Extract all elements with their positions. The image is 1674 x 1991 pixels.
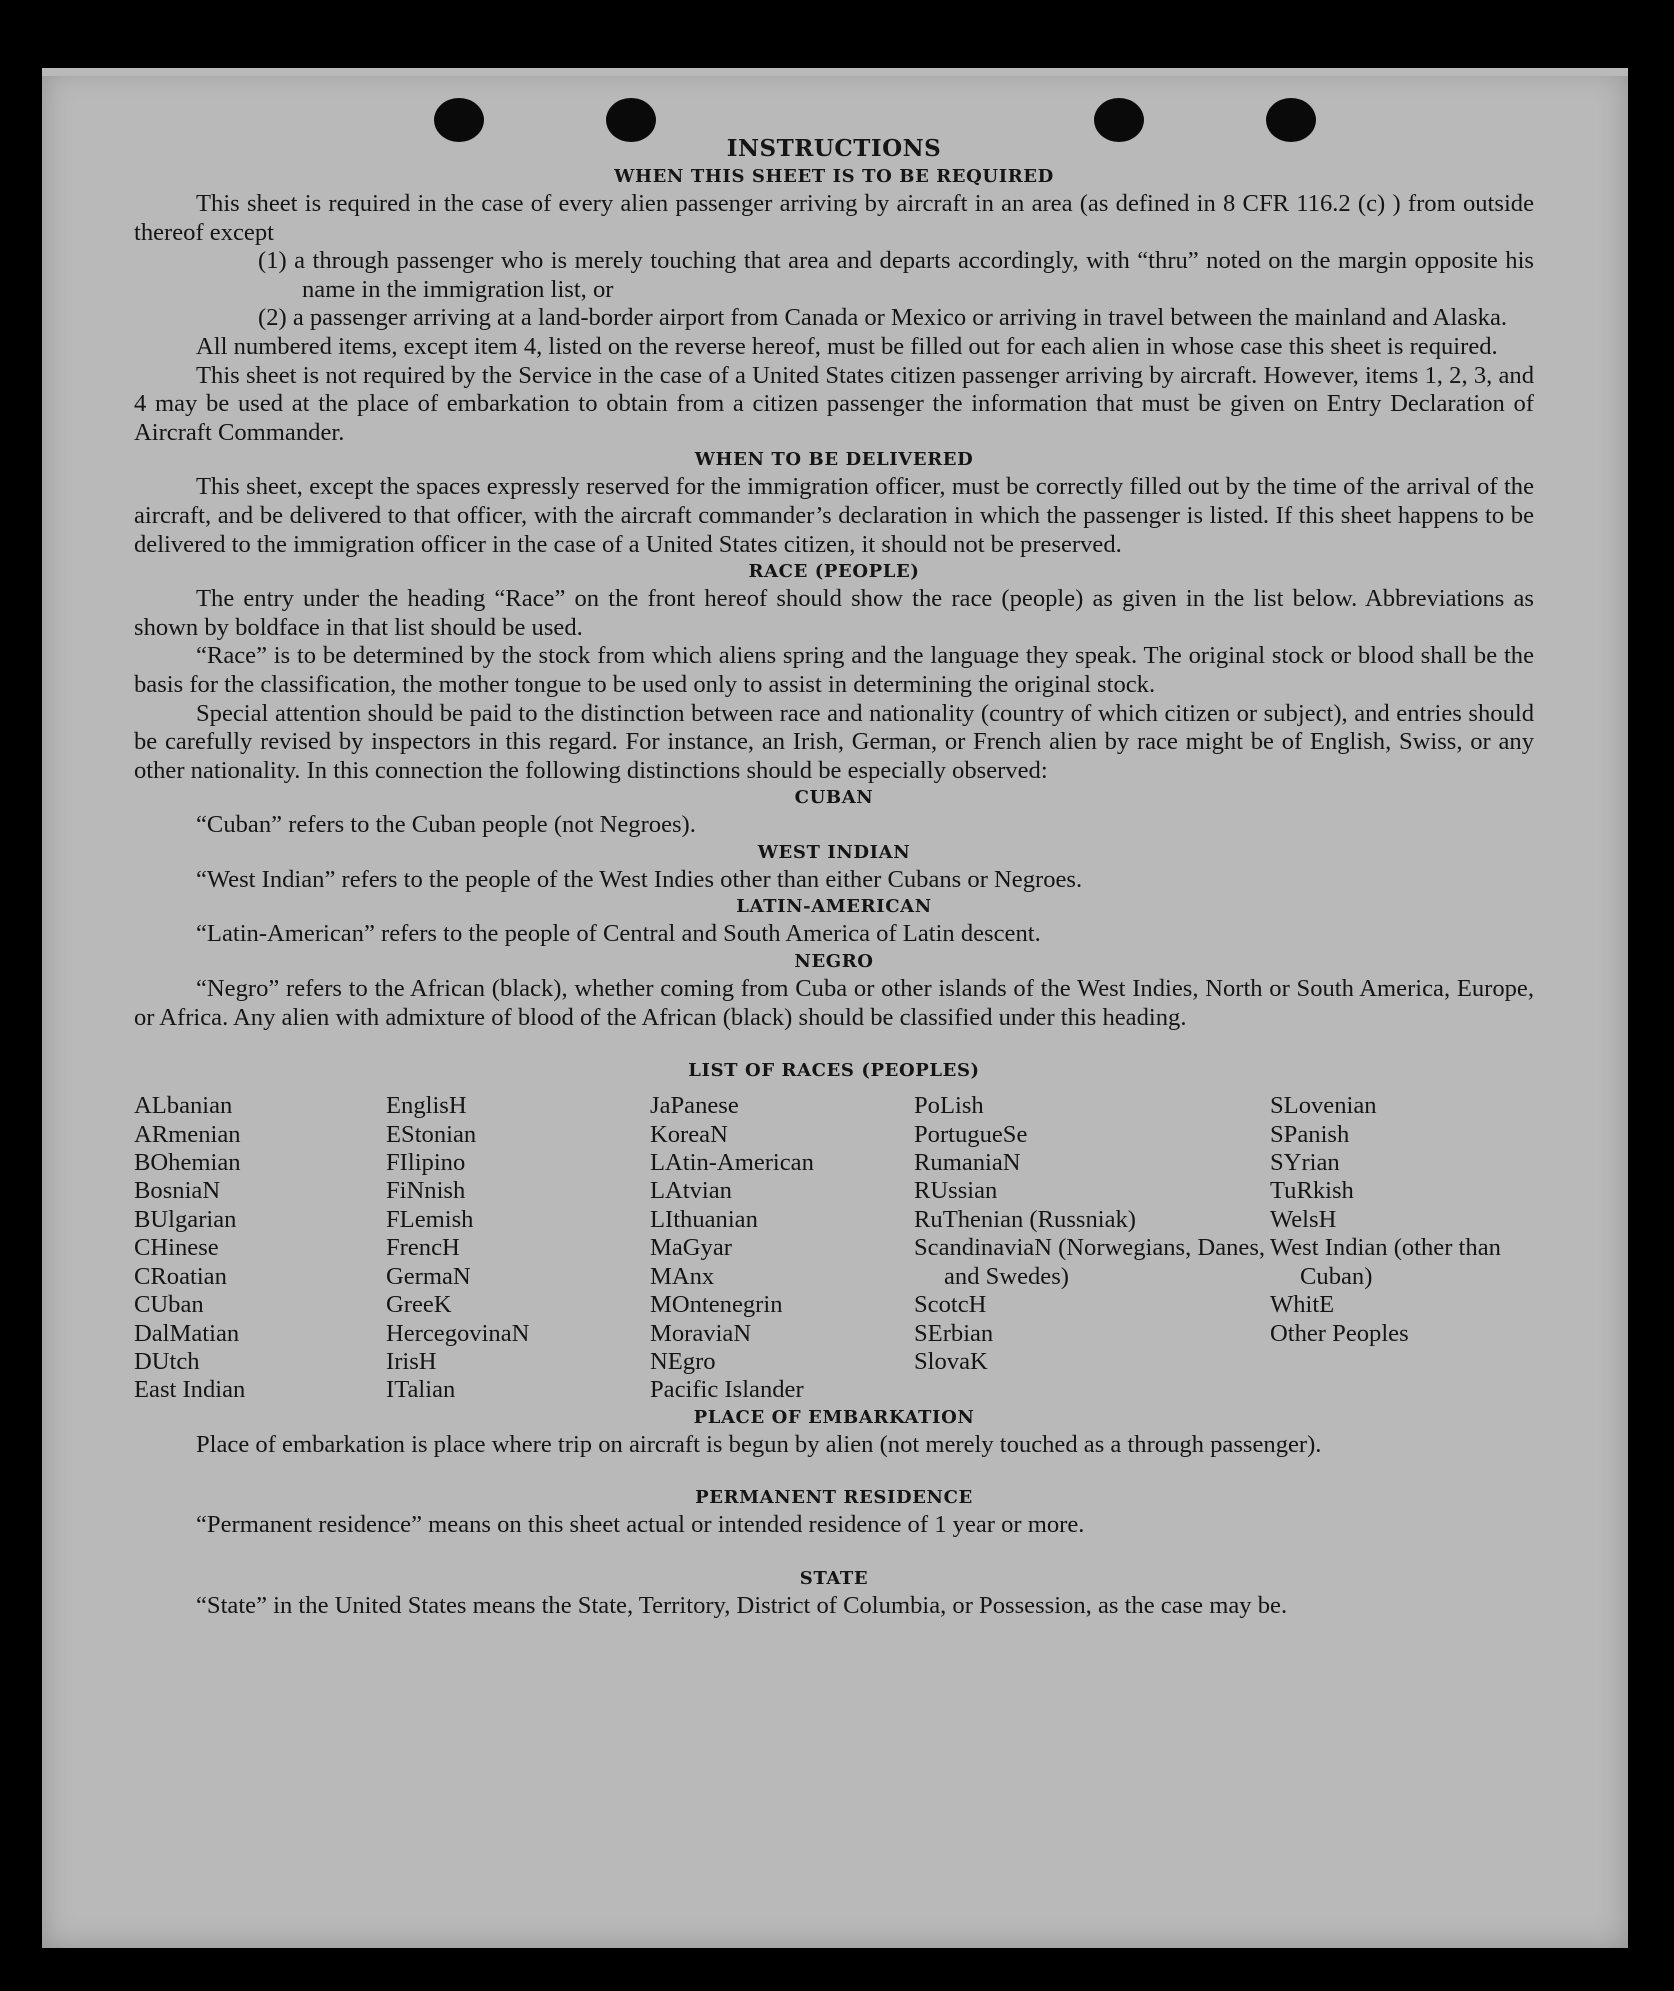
when-delivered-text: This sheet, except the spaces expressly reserved for the immigration officer, must be correctly filled out by the time of the arrival of the aircraft, and be delivered to that officer, with the aircraft commander’s declaration in which the passenger is listed. If this sheet happens to be delivered to the immigration officer in the case of a United States citizen, it should not be preserved. — [134, 473, 1534, 558]
race-item: FIlipino — [386, 1149, 466, 1177]
race-item: WelsH — [1270, 1205, 1337, 1233]
race-item: LAtin-American — [650, 1149, 814, 1177]
race-item: FrencH — [386, 1234, 460, 1262]
race-item: ARmenian — [134, 1120, 241, 1148]
heading-when-required: WHEN THIS SHEET IS TO BE REQUIRED — [614, 166, 1054, 187]
race-item: MOntenegrin — [650, 1291, 783, 1319]
heading-race: RACE (PEOPLE) — [748, 561, 920, 583]
races-column-4 — [914, 1092, 1270, 1404]
race-item: EStonian — [386, 1120, 477, 1148]
race-item: GermaN — [386, 1262, 471, 1290]
race-item: SPanish — [1270, 1120, 1350, 1148]
race-item: BUlgarian — [134, 1205, 237, 1233]
place-of-embarkation-text: Place of embarkation is place where trip on aircraft is begun by alien (not merely touched as a through passenger). — [196, 1430, 1322, 1458]
race-item: East Indian — [134, 1376, 246, 1404]
race-item: EnglisH — [386, 1092, 467, 1120]
race-item: RUssian — [914, 1177, 998, 1205]
race-item: FiNnish — [386, 1177, 466, 1205]
race-item: FLemish — [386, 1205, 474, 1233]
race-item: WhitE — [1270, 1291, 1335, 1319]
races-column-5 — [1270, 1092, 1534, 1404]
race-item: CUban — [134, 1291, 204, 1319]
race-item: MoraviaN — [650, 1319, 752, 1347]
race-item: ALbanian — [134, 1092, 233, 1120]
race-paragraph-3: Special attention should be paid to the distinction between race and nationality (country of which citizen or subject), and entries should be carefully revised by inspectors in this regard. For instance, an Irish, German, or French alien by race might be of English, Swiss, or any other nationality. In this connection the following distinctions should be especially observed: — [134, 699, 1534, 784]
race-item: DalMatian — [134, 1319, 240, 1347]
west-indian-text: “West Indian” refers to the people of the West Indies other than either Cubans or Negroes. — [196, 865, 1083, 893]
races-table — [134, 1092, 1534, 1404]
race-item: LIthuanian — [650, 1205, 758, 1233]
race-item: NEgro — [650, 1347, 716, 1375]
race-item: SYrian — [1270, 1149, 1340, 1177]
page-title: INSTRUCTIONS — [726, 135, 942, 162]
heading-when-delivered: WHEN TO BE DELIVERED — [694, 449, 974, 471]
race-paragraph-2: “Race” is to be determined by the stock from which aliens spring and the language they speak. The original stock or blood shall be the basis for the classification, the mother tongue to be used only to assist in determining the original stock. — [134, 642, 1534, 698]
heading-negro: NEGRO — [794, 951, 874, 973]
race-item: CHinese — [134, 1234, 219, 1262]
race-item: RuThenian (Russniak) — [914, 1205, 1136, 1233]
latin-american-text: “Latin-American” refers to the people of Central and South America of Latin descent. — [196, 920, 1041, 948]
race-item: SErbian — [914, 1319, 994, 1347]
state-text: “State” in the United States means the State, Territory, District of Columbia, or Possession, as the case may be. — [196, 1591, 1288, 1619]
race-item: RumaniaN — [914, 1149, 1021, 1177]
races-column-3 — [650, 1092, 914, 1404]
heading-permanent-residence: PERMANENT RESIDENCE — [695, 1487, 973, 1509]
race-item: TuRkish — [1270, 1177, 1354, 1205]
torn-top-edge — [42, 68, 1628, 76]
document-page — [42, 68, 1628, 1948]
race-item: JaPanese — [650, 1092, 739, 1120]
race-item: HercegovinaN — [386, 1319, 530, 1347]
race-item: BosniaN — [134, 1177, 221, 1205]
race-item: SLovenian — [1270, 1092, 1377, 1120]
heading-place-of-embarkation: PLACE OF EMBARKATION — [693, 1406, 975, 1428]
race-item: MaGyar — [650, 1234, 732, 1262]
race-item: LAtvian — [650, 1177, 732, 1205]
race-item: CRoatian — [134, 1262, 227, 1290]
race-item: Pacific Islander — [650, 1376, 804, 1404]
races-column-2 — [386, 1092, 650, 1404]
permanent-residence-text: “Permanent residence” means on this sheet actual or intended residence of 1 year or more. — [196, 1511, 1085, 1539]
heading-state: STATE — [799, 1567, 869, 1589]
citizen-paragraph: This sheet is not required by the Service in the case of a United States citizen passenger arriving by aircraft. However, items 1, 2, 3, and 4 may be used at the place of embarkation to obtain from a citizen passenger the information that must be given on Entry Declaration of Aircraft Commander. — [134, 361, 1534, 446]
race-item: ITalian — [386, 1376, 456, 1404]
race-item: ScandinaviaN (Norwegians, Danes, and Swedes) — [914, 1234, 1266, 1290]
heading-west-indian: WEST INDIAN — [757, 841, 911, 863]
negro-text: “Negro” refers to the African (black), whether coming from Cuba or other islands of the West Indies, North or South America, Europe, or Africa. Any alien with admixture of blood of the African (black) should be classified under this heading. — [134, 975, 1534, 1031]
instructions-body — [134, 134, 1534, 1621]
race-item: BOhemian — [134, 1149, 241, 1177]
race-item: IrisH — [386, 1347, 437, 1375]
heading-cuban: CUBAN — [794, 787, 874, 809]
exception-1: (1) a through passenger who is merely touching that area and departs accordingly, with “thru” noted on the margin opposite his name in the immigration list, or — [258, 247, 1534, 303]
heading-latin-american: LATIN-AMERICAN — [736, 896, 932, 918]
race-item: DUtch — [134, 1347, 200, 1375]
races-column-1 — [134, 1092, 386, 1404]
exception-2: (2) a passenger arriving at a land-border airport from Canada or Mexico or arriving in travel between the mainland and Alaska. — [258, 304, 1508, 332]
race-item: West Indian (other than Cuban) — [1270, 1234, 1501, 1290]
race-item: ScotcH — [914, 1291, 987, 1319]
numbered-items-paragraph: All numbered items, except item 4, listed on the reverse hereof, must be filled out for each alien in whose case this sheet is required. — [196, 332, 1498, 360]
race-item: GreeK — [386, 1291, 452, 1319]
race-item: MAnx — [650, 1262, 715, 1290]
race-paragraph-1: The entry under the heading “Race” on the front hereof should show the race (people) as given in the list below. Abbreviations as shown by boldface in that list should be used. — [134, 585, 1534, 641]
heading-list-of-races: LIST OF RACES (PEOPLES) — [688, 1060, 980, 1082]
race-item: PoLish — [914, 1092, 984, 1120]
cuban-text: “Cuban” refers to the Cuban people (not Negroes). — [196, 811, 696, 839]
race-item: Other Peoples — [1270, 1319, 1409, 1347]
race-item: KoreaN — [650, 1120, 728, 1148]
when-required-intro: This sheet is required in the case of every alien passenger arriving by aircraft in an area (as defined in 8 CFR 116.2 (c) ) from outside thereof except — [134, 190, 1534, 246]
race-item: SlovaK — [914, 1347, 988, 1375]
race-item: PortugueSe — [914, 1120, 1028, 1148]
